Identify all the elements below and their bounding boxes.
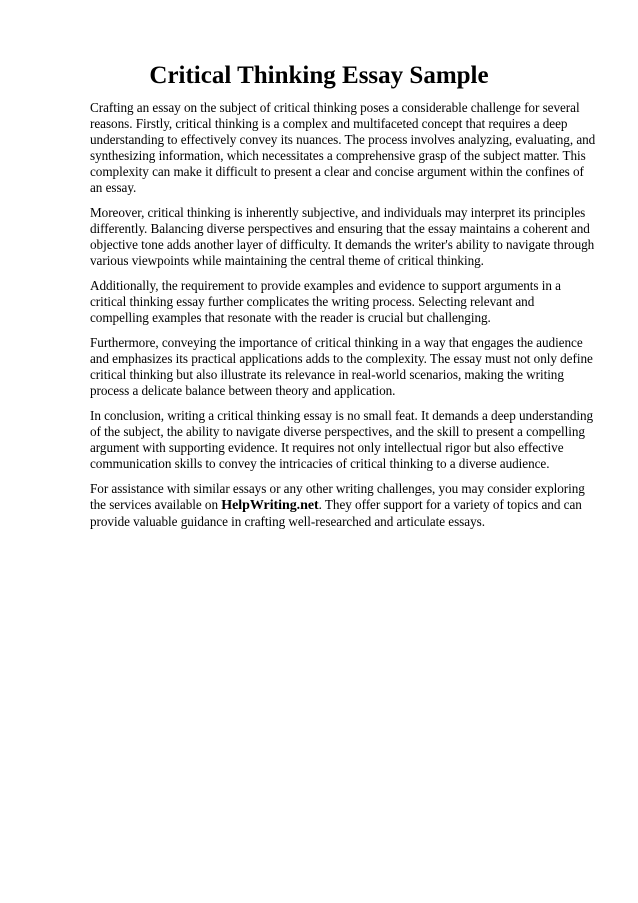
paragraph-4: Furthermore, conveying the importance of critical thinking in a way that engages the audience and emphasizes its practical applications adds to the complexity. The essay must not only define critical thinking but also illustrate its relevance in real-world scenarios, making the writing process a delicate balance between theory and application. (90, 335, 593, 398)
closing-text-after: . They offer support for a variety of topics and can provide valuable guidance in crafting well-researched and articulate essays. (90, 497, 582, 529)
helpwriting-link[interactable]: HelpWriting.net (221, 498, 319, 513)
paragraph-3: Additionally, the requirement to provide examples and evidence to support arguments in a critical thinking essay further complicates the writing process. Selecting relevant and compelling examples that resonate with the reader is crucial but challenging. (90, 278, 561, 325)
document-body (90, 100, 596, 539)
closing-text-before: For assistance with similar essays or any other writing challenges, you may consider exploring the services available on (90, 481, 585, 512)
closing-paragraph (90, 481, 596, 530)
paragraph-5: In conclusion, writing a critical thinking essay is no small feat. It demands a deep understanding of the subject, the ability to navigate diverse perspectives, and the skill to present a compelling argument with supporting evidence. It requires not only intellectual rigor but also effective communication skills to convey the intricacies of critical thinking to a diverse audience. (90, 408, 594, 471)
paragraph-2: Moreover, critical thinking is inherently subjective, and individuals may interpret its principles differently. Balancing diverse perspectives and ensuring that the essay maintains a coherent and objective tone adds another layer of difficulty. It demands the writer's ability to navigate through various viewpoints while maintaining the central theme of critical thinking. (90, 205, 595, 268)
paragraph-1: Crafting an essay on the subject of critical thinking poses a considerable challenge for several reasons. Firstly, critical thinking is a complex and multifaceted concept that requires a deep understanding to effectively convey its nuances. The process involves analyzing, evaluating, and synthesizing information, which necessitates a comprehensive grasp of the subject matter. This complexity can make it difficult to present a clear and concise argument within the confines of an essay. (90, 100, 596, 195)
document-title: Critical Thinking Essay Sample (149, 62, 489, 89)
